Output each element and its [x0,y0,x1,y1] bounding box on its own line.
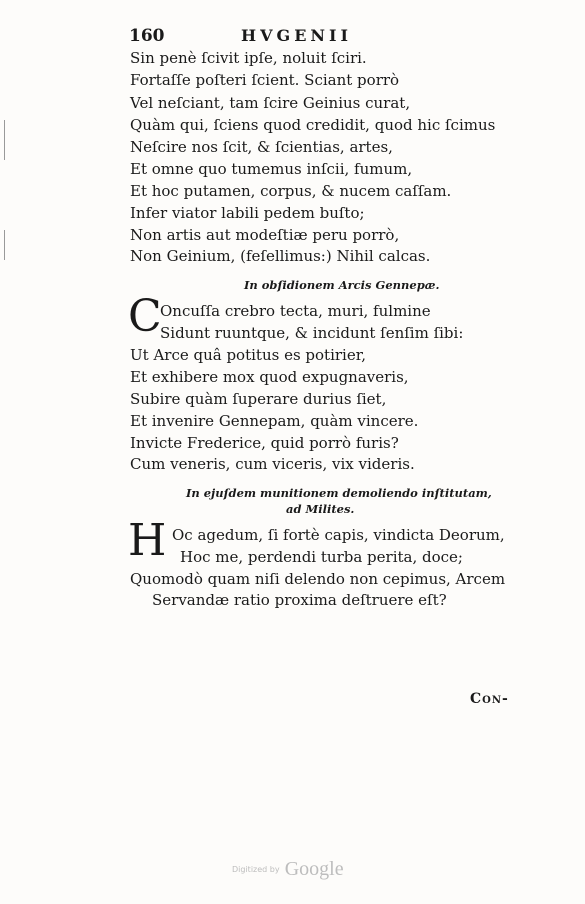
catchword: Con- [470,691,509,707]
verse-line: Quomodò quam niſi delendo non cepimus, Arcem [130,570,506,588]
verse-line: Vel neſciant, tam ſcire Geinius curat, [130,94,411,112]
verse-line: Oncuſſa crebro tecta, muri, fulmine [160,302,431,320]
verse-line: Ut Arce quâ potitus es potirier, [130,346,367,364]
page-header [129,26,389,48]
verse-line: Hoc me, perdendi turba perita, doce; [180,548,463,566]
digitization-watermark [232,858,344,881]
watermark-logo: Google [284,858,344,880]
verse-line: Servandæ ratio proxima deſtruere eſt? [152,591,447,609]
verse-line: Infer viator labili pedem buſto; [130,204,365,222]
verse-line: Et omne quo tumemus inſcii, fumum, [130,160,413,178]
verse-line: Oc agedum, ſi fortè capis, vindicta Deorum, [172,526,505,544]
scan-artifact [4,230,5,260]
verse-line: Subire quàm ſuperare durius ſiet, [130,390,387,408]
poem-heading: In obſidionem Arcis Gennepæ. [244,278,440,292]
verse-line: Non artis aut modeſtiæ peru porrò, [130,226,400,244]
page-number: 160 [129,26,165,46]
running-head: HVGENII [241,26,352,45]
verse-line: Non Geinium, (feſellimus:) Nihil calcas. [130,247,431,265]
poem-heading: In ejuſdem munitionem demoliendo inſtitutam, [186,486,492,500]
watermark-prefix: Digitized by [232,865,280,874]
verse-line: Et invenire Gennepam, quàm vincere. [130,412,419,430]
poem-heading: ad Milites. [286,502,355,516]
verse-line: Invicte Frederice, quid porrò furis? [130,434,399,452]
verse-line: Quàm qui, ſciens quod credidit, quod hic ſcimus [130,116,496,134]
verse-line: Neſcire nos ſcit, & ſcientias, artes, [130,138,393,156]
verse-line: Cum veneris, cum viceris, vix videris. [130,455,415,473]
drop-capital: H [128,515,167,566]
drop-capital: C [128,291,162,342]
verse-line: Et exhibere mox quod expugnaveris, [130,368,409,386]
scan-artifact [4,120,5,160]
verse-line: Sidunt ruuntque, & incidunt ſenſim ſibi: [160,324,464,342]
verse-line: Et hoc putamen, corpus, & nucem caſſam. [130,182,452,200]
verse-line: Sin penè ſcivit ipſe, noluit ſciri. [130,49,367,67]
verse-line: Fortaſſe poſteri ſcient. Sciant porrò [130,71,400,89]
